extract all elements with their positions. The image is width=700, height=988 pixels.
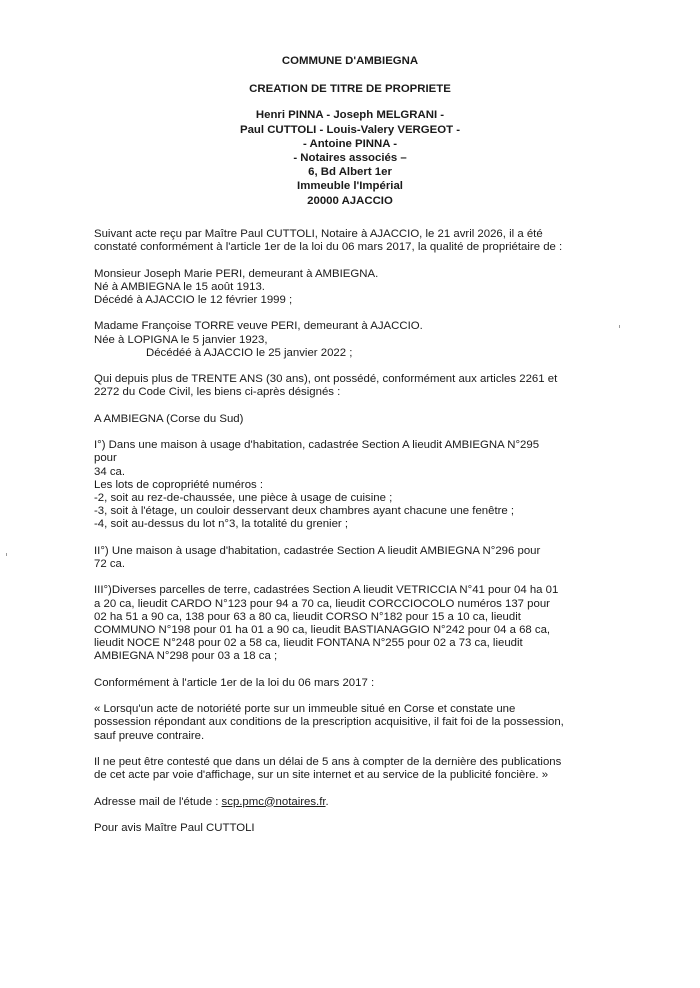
intro-text: constaté conformément à l'article 1er de la loi du 06 mars 2017, la qualité de propriétaire de : xyxy=(94,241,563,254)
commune-title: COMMUNE D'AMBIEGNA xyxy=(281,55,419,67)
notice-title: CREATION DE TITRE DE PROPRIETE xyxy=(249,83,451,96)
possession-text: 2272 du Code Civil, les biens ci-après désignés : xyxy=(94,386,341,399)
owner-text: Décédé à AJACCIO le 12 février 1999 ; xyxy=(94,294,293,306)
notaries-line: - Notaires associés – xyxy=(293,152,407,165)
property-item: -4, soit au-dessus du lot n°3, la totalité du grenier ; xyxy=(94,518,349,531)
property-item: lieudit NOCE N°248 pour 02 a 58 ca, lieudit FONTANA N°255 pour 02 a 73 ca, lieudit xyxy=(94,637,523,650)
property-item: 02 ha 51 a 90 ca, 138 pour 63 a 80 ca, lieudit CORSO N°182 pour 15 a 10 ca, lieudit xyxy=(94,610,521,623)
mail-link[interactable]: scp.pmc@notaires.fr xyxy=(221,795,326,808)
owner-text: Monsieur Joseph Marie PERI, demeurant à AMBIEGNA. xyxy=(94,267,379,280)
office-address-line: 20000 AJACCIO xyxy=(307,194,393,207)
scan-speck xyxy=(619,325,620,328)
property-item: Les lots de copropriété numéros : xyxy=(94,478,264,491)
notaries-line: - Antoine PINNA - xyxy=(302,137,398,150)
signature-line: Pour avis Maître Paul CUTTOLI xyxy=(94,821,255,834)
property-item: II°) Une maison à usage d'habitation, cadastrée Section A lieudit AMBIEGNA N°296 pour xyxy=(94,544,541,557)
mail-label: Adresse mail de l'étude : xyxy=(94,795,219,808)
property-item: -2, soit au rez-de-chaussée, une pièce à usage de cuisine ; xyxy=(94,491,393,504)
law-quote: possession répondant aux conditions de la prescription acquisitive, il fait foi de la possession, xyxy=(94,716,564,729)
location-text: A AMBIEGNA (Corse du Sud) xyxy=(94,412,244,425)
office-address-line: Immeuble l'Impérial xyxy=(297,180,403,193)
property-item: -3, soit à l'étage, un couloir desservant deux chambres ayant chacune une fenêtre ; xyxy=(94,505,515,518)
property-item: AMBIEGNA N°298 pour 03 a 18 ca ; xyxy=(94,650,278,663)
property-item: a 20 ca, lieudit CARDO N°123 pour 94 a 70 ca, lieudit CORCCIOCOLO numéros 137 pour xyxy=(94,597,550,610)
notice-body xyxy=(94,228,624,835)
law-quote: Il ne peut être contesté que dans un délai de 5 ans à compter de la dernière des publications xyxy=(94,755,562,768)
law-quote: « Lorsqu'un acte de notoriété porte sur un immeuble situé en Corse et constate une xyxy=(94,703,516,716)
owner-text: Madame Françoise TORRE veuve PERI, demeurant à AJACCIO. xyxy=(94,320,423,333)
property-item: 34 ca. xyxy=(94,465,126,478)
scan-speck xyxy=(6,553,7,556)
contact-line xyxy=(94,796,624,809)
property-item: 72 ca. xyxy=(94,557,126,570)
owner-text: Né à AMBIEGNA le 15 août 1913. xyxy=(94,280,265,293)
law-quote: sauf preuve contraire. xyxy=(94,729,205,742)
property-item: pour xyxy=(94,452,117,465)
property-item: III°)Diverses parcelles de terre, cadastrées Section A lieudit VETRICCIA N°41 pour 04 ha 01 xyxy=(94,584,559,597)
property-item: I°) Dans une maison à usage d'habitation, cadastrée Section A lieudit AMBIEGNA N°295 xyxy=(94,439,540,452)
notice-header xyxy=(0,54,700,208)
property-item: COMMUNO N°198 pour 01 ha 01 a 90 ca, lieudit BASTIANAGGIO N°242 pour 04 a 68 ca, xyxy=(94,623,551,636)
notaries-line: Henri PINNA - Joseph MELGRANI - xyxy=(255,109,445,122)
intro-text: Suivant acte reçu par Maître Paul CUTTOLI, Notaire à AJACCIO, le 21 avril 2026, il a été xyxy=(94,228,543,240)
possession-text: Qui depuis plus de TRENTE ANS (30 ans), ont possédé, conformément aux articles 2261 et xyxy=(94,373,558,386)
owner-text: Née à LOPIGNA le 5 janvier 1923, xyxy=(94,333,268,346)
mail-suffix: . xyxy=(325,795,329,808)
law-reference: Conformément à l'article 1er de la loi du 06 mars 2017 : xyxy=(94,676,375,689)
owner-text: Décédéé à AJACCIO le 25 janvier 2022 ; xyxy=(146,346,353,359)
law-quote: de cet acte par voie d'affichage, sur un site internet et au service de la publicité foncière. » xyxy=(94,769,549,782)
notaries-line: Paul CUTTOLI - Louis-Valery VERGEOT - xyxy=(239,123,461,136)
office-address-line: 6, Bd Albert 1er xyxy=(308,166,392,179)
